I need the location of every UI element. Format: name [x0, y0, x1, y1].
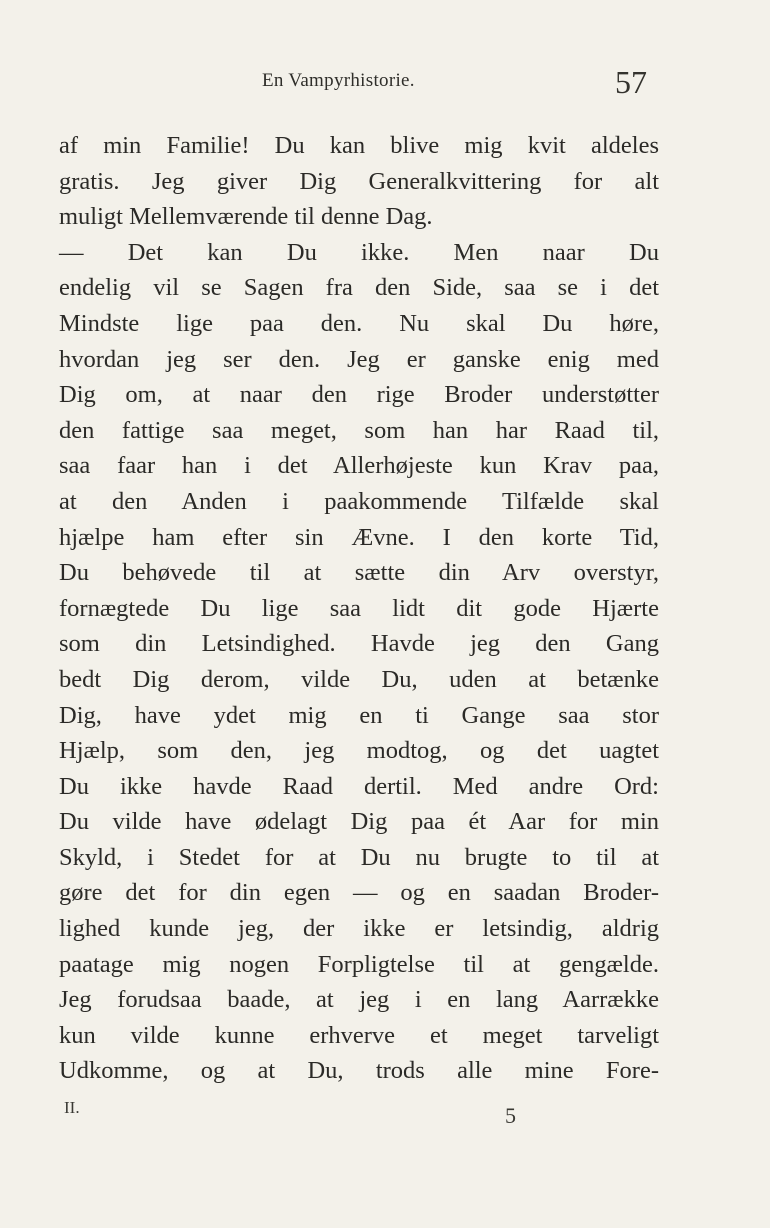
body-text: [59, 128, 659, 1089]
text-line: Du behøvede til at sætte din Arv overstyr,: [59, 559, 659, 587]
text-line: Jeg forudsaa baade, at jeg i en lang Aarrække: [59, 986, 659, 1014]
text-line: endelig vil se Sagen fra den Side, saa se i det: [59, 274, 659, 302]
text-line: Mindste lige paa den. Nu skal Du høre,: [59, 309, 659, 337]
text-line: bedt Dig derom, vilde Du, uden at betænke: [59, 665, 659, 693]
text-line: som din Letsindighed. Havde jeg den Gang: [59, 630, 659, 658]
text-line: Dig om, at naar den rige Broder understøtter: [59, 381, 659, 409]
text-line: gøre det for din egen — og en saadan Broder-: [59, 879, 659, 907]
text-line: den fattige saa meget, som han har Raad til,: [59, 416, 659, 444]
text-line: paatage mig nogen Forpligtelse til at gengælde.: [59, 950, 659, 978]
text-line: hjælpe ham efter sin Ævne. I den korte Tid,: [59, 523, 659, 551]
signature-mark: II.: [64, 1098, 80, 1117]
text-line: fornægtede Du lige saa lidt dit gode Hjærte: [59, 594, 659, 622]
text-line: muligt Mellemværende til denne Dag.: [59, 203, 433, 231]
text-line: Udkomme, og at Du, trods alle mine Fore-: [59, 1057, 659, 1085]
running-title: En Vampyrhistorie.: [262, 70, 415, 91]
text-line: kun vilde kunne erhverve et meget tarveligt: [59, 1021, 659, 1049]
text-line: Dig, have ydet mig en ti Gange saa stor: [59, 701, 659, 729]
text-line: gratis. Jeg giver Dig Generalkvittering for alt: [59, 167, 659, 195]
text-line: af min Familie! Du kan blive mig kvit aldeles: [59, 132, 659, 159]
text-line: Du ikke havde Raad dertil. Med andre Ord:: [59, 772, 659, 800]
text-line: saa faar han i det Allerhøjeste kun Krav paa,: [59, 452, 659, 480]
text-line: hvordan jeg ser den. Jeg er ganske enig med: [59, 345, 659, 373]
text-line: Du vilde have ødelagt Dig paa ét Aar for min: [59, 808, 659, 836]
text-line: at den Anden i paakommende Tilfælde skal: [59, 487, 659, 515]
text-line: — Det kan Du ikke. Men naar Du: [59, 238, 659, 266]
signature-number: 5: [505, 1103, 516, 1128]
text-line: Skyld, i Stedet for at Du nu brugte to til at: [59, 843, 659, 871]
text-line: Hjælp, som den, jeg modtog, og det uagtet: [59, 737, 659, 765]
page-number: 57: [615, 64, 647, 100]
text-line: lighed kunde jeg, der ikke er letsindig, aldrig: [59, 915, 659, 943]
